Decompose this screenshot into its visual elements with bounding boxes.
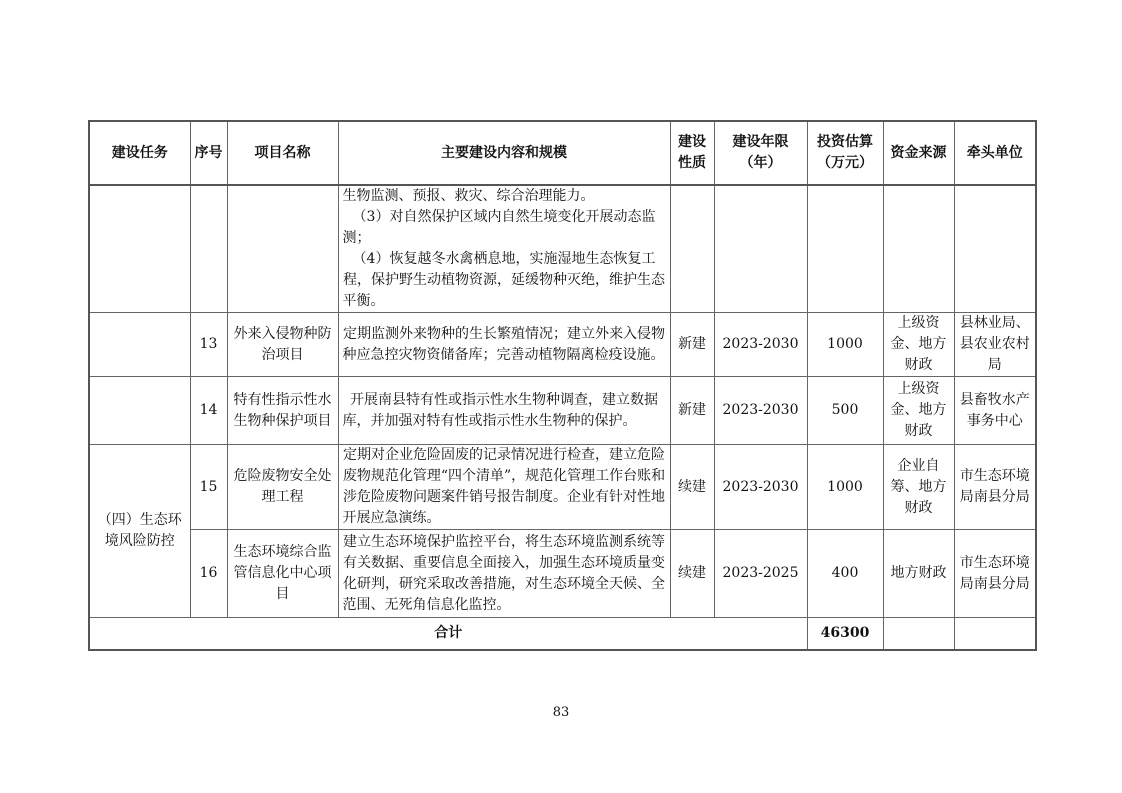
header-content: 主要建设内容和规模 [338,121,670,185]
header-investment: 投资估算（万元） [807,121,883,185]
period-cell: 2023-2030 [714,445,807,530]
lead-cell: 市生态环境局南县分局 [954,530,1036,618]
period-cell: 2023-2025 [714,530,807,618]
name-cell: 特有性指示性水生物种保护项目 [227,377,338,445]
header-period: 建设年限（年） [714,121,807,185]
header-name: 项目名称 [227,121,338,185]
table-row [89,313,1036,377]
content-line: 生物监测、预报、救灾、综合治理能力。 [342,188,595,204]
total-label: 合计 [89,618,807,651]
investment-cell: 1000 [807,313,883,377]
name-cell-empty [227,185,338,313]
seq-cell: 16 [190,530,227,618]
funding-cell: 地方财政 [883,530,954,618]
nature-cell: 新建 [670,377,714,445]
page-number: 83 [552,705,570,720]
period-cell: 2023-2030 [714,313,807,377]
funding-cell: 上级资金、地方财政 [883,313,954,377]
seq-cell-empty [190,185,227,313]
task-cell-empty [89,313,190,377]
header-seq: 序号 [190,121,227,185]
seq-cell: 14 [190,377,227,445]
nature-cell: 新建 [670,313,714,377]
task-cell: （四）生态环境风险防控 [89,445,190,618]
content-cell [338,185,670,313]
name-cell: 危险废物安全处理工程 [227,445,338,530]
table-row [89,530,1036,618]
header-funding: 资金来源 [883,121,954,185]
investment-cell: 1000 [807,445,883,530]
task-cell-empty [89,377,190,445]
investment-cell: 400 [807,530,883,618]
nature-cell: 续建 [670,445,714,530]
table-row [89,377,1036,445]
header-lead: 牵头单位 [954,121,1036,185]
lead-cell: 县林业局、县农业农村局 [954,313,1036,377]
total-row [89,618,1036,651]
seq-cell: 13 [190,313,227,377]
header-nature: 建设性质 [670,121,714,185]
nature-cell: 续建 [670,530,714,618]
name-cell: 外来入侵物种防治项目 [227,313,338,377]
lead-cell: 县畜牧水产事务中心 [954,377,1036,445]
period-cell: 2023-2030 [714,377,807,445]
task-cell-empty [89,185,190,313]
content-cell: 开展南县特有性或指示性水生物种调查，建立数据库，并加强对特有性或指示性水生物种的保护。 [338,377,670,445]
project-table [88,120,1037,651]
content-cell: 建立生态环境保护监控平台，将生态环境监测系统等有关数据、重要信息全面接入，加强生态环境质量变化研判，研究采取改善措施，对生态环境全天候、全范围、无死角信息化监控。 [338,530,670,618]
total-value: 46300 [807,618,883,651]
content-cell: 定期监测外来物种的生长繁殖情况；建立外来入侵物种应急控灾物资储备库；完善动植物隔离检疫设施。 [338,313,670,377]
investment-cell: 500 [807,377,883,445]
seq-cell: 15 [190,445,227,530]
funding-cell: 上级资金、地方财政 [883,377,954,445]
lead-cell: 市生态环境局南县分局 [954,445,1036,530]
content-cell: 定期对企业危险固废的记录情况进行检查，建立危险废物规范化管理“四个清单”，规范化管理工作台账和涉危险废物问题案件销号报告制度。企业有针对性地开展应急演练。 [338,445,670,530]
header-row [89,121,1036,185]
header-task: 建设任务 [89,121,190,185]
table-row [89,185,1036,313]
table-row [89,445,1036,530]
content-line: （4）恢复越冬水禽栖息地，实施湿地生态恢复工程，保护野生动植物资源，延缓物种灭绝，维护生态平衡。 [342,251,665,309]
funding-cell: 企业自筹、地方财政 [883,445,954,530]
content-line: （3）对自然保护区域内自然生境变化开展动态监测； [342,209,656,246]
name-cell: 生态环境综合监管信息化中心项目 [227,530,338,618]
